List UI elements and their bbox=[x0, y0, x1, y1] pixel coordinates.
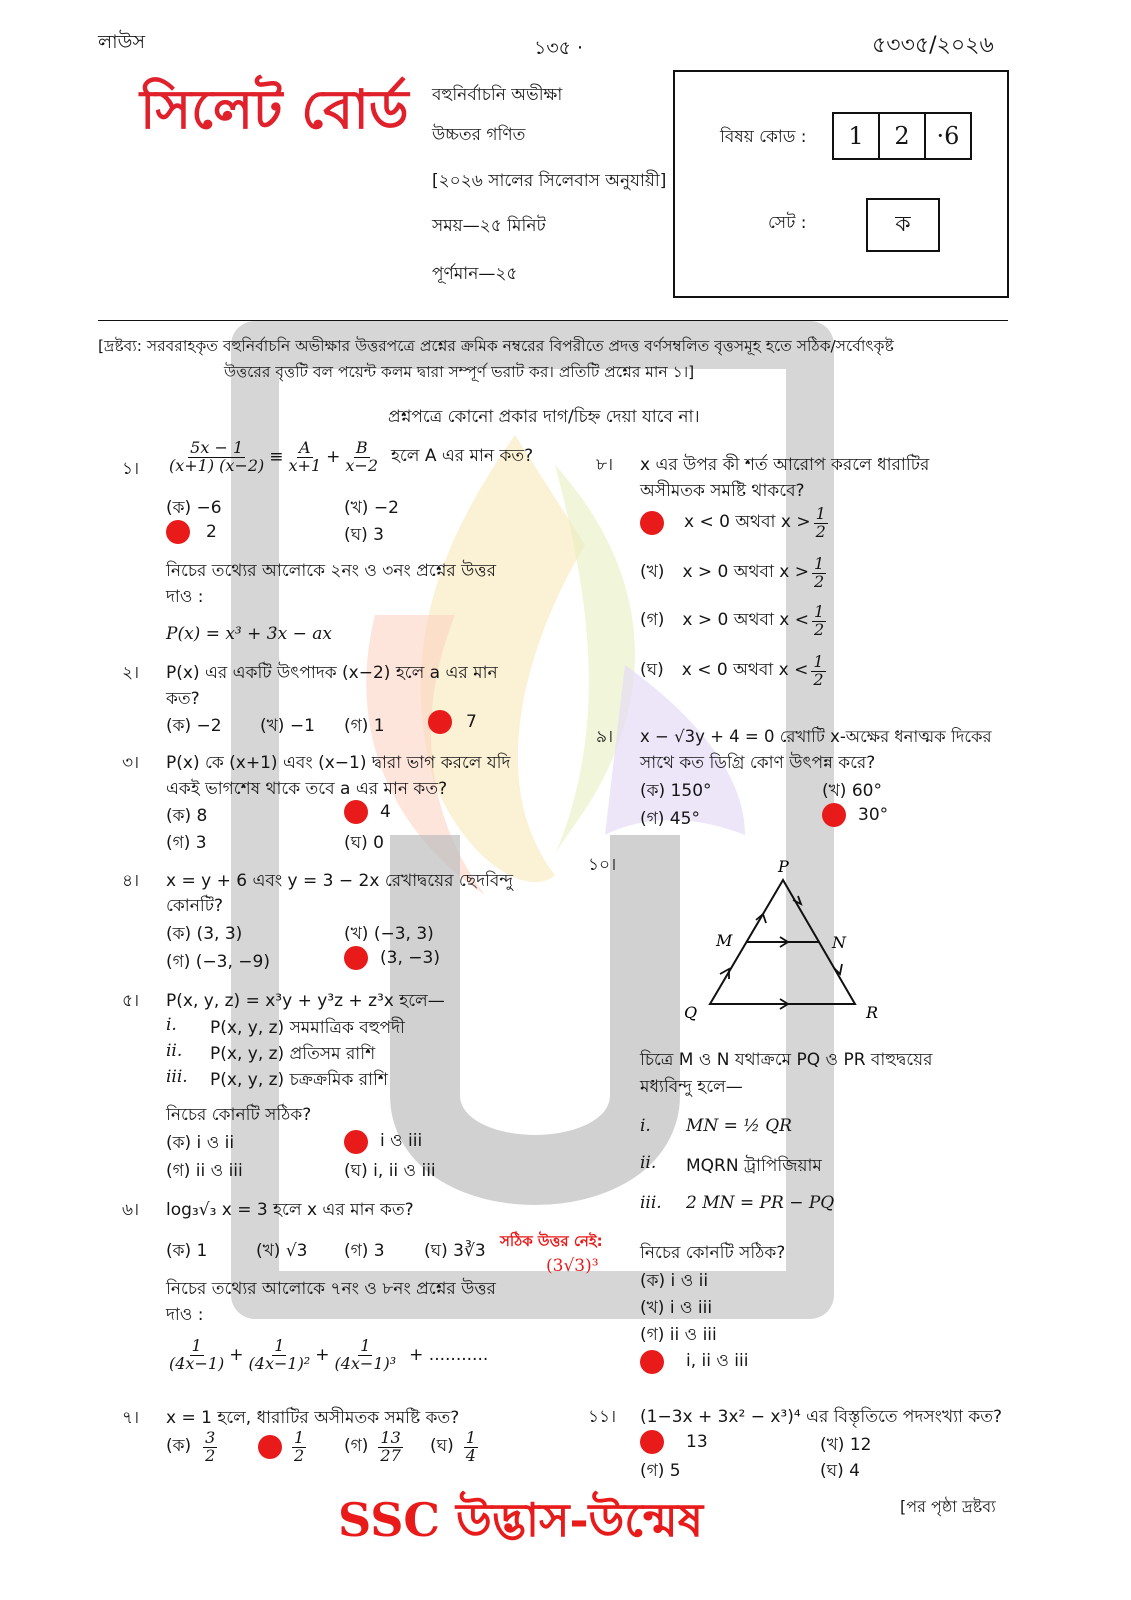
series-term-2 bbox=[247, 1338, 313, 1373]
denominator: 4 bbox=[465, 1445, 476, 1465]
answer-dot bbox=[344, 1130, 368, 1154]
board-title: সিলেট বোর্ড bbox=[140, 78, 409, 141]
q10-option-b[interactable]: (খ) i ও iii bbox=[640, 1298, 713, 1318]
q9-option-d[interactable] bbox=[822, 803, 888, 827]
answer-dot bbox=[640, 1350, 664, 1374]
q9-line-1: x − √3y + 4 = 0 রেখাটি x-অক্ষের ধনাত্মক দিকের bbox=[640, 727, 992, 746]
q8-option-d[interactable] bbox=[640, 654, 829, 689]
code-digit: 2 bbox=[880, 112, 926, 160]
q6-option-d[interactable]: (ঘ) 3∛3 bbox=[424, 1241, 486, 1261]
warning-text: প্রশ্নপত্রে কোনো প্রকার দাগ/চিহ্ন দেয়া যাবে না। bbox=[388, 407, 700, 427]
q11-option-b[interactable]: (খ) 12 bbox=[820, 1435, 872, 1455]
denominator: (4x−1)³ bbox=[334, 1353, 397, 1373]
plus-sign: + bbox=[229, 1345, 244, 1366]
q5-line-1: P(x, y, z) = x³y + y³z + z³x হলে— bbox=[166, 991, 445, 1011]
q8-number: ৮। bbox=[596, 455, 614, 475]
series-term-1 bbox=[167, 1338, 226, 1373]
code-digit: 1 bbox=[832, 112, 880, 160]
option-text: i ও iii bbox=[380, 1131, 423, 1151]
q4-option-b[interactable]: (খ) (−3, 3) bbox=[344, 924, 434, 944]
option-fraction bbox=[292, 1430, 306, 1465]
q2-number: ২। bbox=[122, 663, 140, 683]
option-text: (3, −3) bbox=[380, 948, 440, 968]
info1-formula: P(x) = x³ + 3x − ax bbox=[166, 624, 332, 644]
q4-number: ৪। bbox=[122, 871, 140, 891]
set-label: সেট : bbox=[768, 213, 807, 233]
q10-roman-i: i. bbox=[640, 1116, 651, 1136]
answer-dot bbox=[428, 710, 452, 734]
q3-line-2: একই ভাগশেষ থাকে তবে a এর মান কত? bbox=[166, 779, 448, 799]
answer-dot bbox=[166, 520, 190, 544]
series-term-3 bbox=[332, 1338, 398, 1373]
info1-line-2: দাও : bbox=[166, 587, 204, 607]
q9-line-2: সাথে কত ডিগ্রি কোণ উৎপন্ন করে? bbox=[640, 753, 876, 773]
q8-option-b[interactable] bbox=[640, 556, 829, 591]
vertex-label-q: Q bbox=[684, 1003, 698, 1022]
q11-line-1: (1−3x + 3x² − x³)⁴ এর বিস্তৃতিতে পদসংখ্যা কত? bbox=[640, 1407, 1003, 1427]
numerator: A bbox=[299, 438, 311, 457]
q1-option-d[interactable]: (ঘ) 3 bbox=[344, 525, 384, 545]
numerator: 1 bbox=[815, 504, 826, 523]
option-text: 2 bbox=[206, 522, 217, 542]
option-fraction bbox=[378, 1430, 402, 1465]
q3-number: ৩। bbox=[122, 753, 140, 773]
q2-option-c[interactable]: (গ) 1 bbox=[344, 716, 385, 736]
q5-roman-i: i. bbox=[166, 1015, 177, 1035]
denominator: 2 bbox=[814, 571, 825, 591]
code-panel bbox=[673, 70, 1009, 298]
q10-statement-iii: 2 MN = PR − PQ bbox=[686, 1193, 835, 1213]
option-text: 4 bbox=[380, 802, 391, 822]
q7-option-c[interactable] bbox=[344, 1430, 406, 1465]
q10-roman-ii: ii. bbox=[640, 1153, 657, 1173]
header-code: ৫৩৩৫/২০২৬ bbox=[872, 33, 994, 58]
option-label: (ক) bbox=[166, 1436, 192, 1457]
answer-dot bbox=[258, 1435, 282, 1459]
q4-line-1: x = y + 6 এবং y = 3 − 2x রেখাদ্বয়ের ছেদবিন্দু bbox=[166, 871, 513, 891]
header-left: লাউস bbox=[98, 31, 146, 53]
answer-dot bbox=[344, 800, 368, 824]
denominator: 2 bbox=[813, 669, 824, 689]
q10-number: ১০। bbox=[588, 855, 617, 875]
option-label: (খ) bbox=[640, 562, 665, 583]
q9-option-c[interactable]: (গ) 45° bbox=[640, 809, 700, 829]
numerator: 1 bbox=[191, 1336, 202, 1355]
q1-frac-1 bbox=[167, 440, 266, 475]
q7-option-a[interactable] bbox=[166, 1430, 220, 1465]
answer-dot bbox=[640, 511, 664, 535]
numerator: 1 bbox=[360, 1336, 371, 1355]
q10-option-d[interactable] bbox=[640, 1348, 748, 1376]
numerator: 1 bbox=[294, 1428, 305, 1447]
q4-option-d[interactable] bbox=[344, 946, 440, 970]
q11-option-d[interactable]: (ঘ) 4 bbox=[820, 1461, 860, 1481]
q1-text: হলে A এর মান কত? bbox=[391, 446, 534, 467]
q1-option-b[interactable]: (খ) −2 bbox=[344, 498, 399, 518]
q8-option-a[interactable] bbox=[640, 506, 831, 541]
q8-option-c[interactable] bbox=[640, 604, 829, 639]
vertex-label-m: M bbox=[716, 931, 733, 950]
top-rule bbox=[98, 320, 1008, 321]
numerator: 5x − 1 bbox=[190, 438, 244, 457]
numerator: 3 bbox=[205, 1428, 216, 1447]
option-text: x < 0 অথবা x < bbox=[681, 660, 809, 681]
set-value: ক bbox=[866, 198, 940, 252]
instruction-line-1: [দ্রষ্টব্য: সরবরাহকৃত বহুনির্বাচনি অভীক্ষার উত্তরপত্রে প্রশ্নের ক্রমিক নম্বরের বিপরীতে প্রদত্ত বর্ণসম্বলিত বৃত্তসমূহ হতে সঠিক/সর্বোৎকৃষ্ট bbox=[98, 337, 894, 355]
q4-option-a[interactable]: (ক) (3, 3) bbox=[166, 924, 243, 944]
q11-option-a[interactable] bbox=[640, 1430, 708, 1454]
q10-triangle-figure bbox=[684, 856, 900, 1026]
half-fraction bbox=[811, 654, 825, 689]
option-text: x > 0 অথবা x > bbox=[682, 562, 810, 583]
q5-option-d[interactable]: (ঘ) i, ii ও iii bbox=[344, 1161, 436, 1181]
q10-option-a[interactable]: (ক) i ও ii bbox=[640, 1271, 709, 1291]
q1-option-c[interactable] bbox=[166, 520, 217, 544]
option-text: i, ii ও iii bbox=[686, 1351, 749, 1371]
answer-dot bbox=[640, 1430, 664, 1454]
denominator: 2 bbox=[815, 521, 826, 541]
page-number: ১৩৫ · bbox=[534, 37, 584, 59]
denominator: 2 bbox=[814, 619, 825, 639]
syllabus-note: [২০২৬ সালের সিলেবাস অনুযায়ী] bbox=[432, 171, 667, 191]
q5-option-a[interactable]: (ক) i ও ii bbox=[166, 1133, 235, 1153]
answer-dot bbox=[344, 946, 368, 970]
vertex-label-p: P bbox=[778, 857, 789, 876]
plus-sign: + bbox=[315, 1345, 330, 1366]
denominator: (x+1) (x−2) bbox=[169, 455, 265, 475]
numerator: 1 bbox=[814, 602, 825, 621]
full-marks: পূর্ণমান—২৫ bbox=[432, 264, 518, 284]
q5-statement-ii: P(x, y, z) প্রতিসম রাশি bbox=[210, 1044, 376, 1064]
denominator: 2 bbox=[294, 1445, 305, 1465]
q6-option-b[interactable]: (খ) √3 bbox=[256, 1241, 308, 1261]
q1-stem bbox=[164, 440, 533, 475]
q7-number: ৭। bbox=[122, 1408, 140, 1428]
q5-roman-ii: ii. bbox=[166, 1041, 183, 1061]
q9-option-b[interactable]: (খ) 60° bbox=[822, 781, 882, 801]
option-text: x > 0 অথবা x < bbox=[682, 610, 809, 631]
q10-statement-i: MN = ½ QR bbox=[686, 1116, 792, 1136]
option-label: (ঘ) bbox=[640, 660, 664, 681]
q3-option-d[interactable]: (ঘ) 0 bbox=[344, 833, 384, 853]
q6-number: ৬। bbox=[122, 1200, 140, 1220]
q2-line-2: কত? bbox=[166, 689, 200, 709]
info2-series bbox=[164, 1338, 488, 1373]
denominator: 2 bbox=[205, 1445, 216, 1465]
q10-line-2: মধ্যবিন্দু হলে— bbox=[640, 1077, 743, 1097]
q5-roman-iii: iii. bbox=[166, 1067, 188, 1087]
q6-correction-note: সঠিক উত্তর নেই: bbox=[500, 1232, 603, 1250]
q3-option-a[interactable]: (ক) 8 bbox=[166, 806, 208, 826]
info2-line-1: নিচের তথ্যের আলোকে ৭নং ও ৮নং প্রশ্নের উত্তর bbox=[166, 1279, 496, 1299]
q10-statement-ii: MQRN ট্রাপিজিয়াম bbox=[686, 1156, 822, 1176]
q2-option-b[interactable]: (খ) −1 bbox=[260, 716, 315, 736]
q11-number: ১১। bbox=[588, 1407, 617, 1427]
option-fraction bbox=[203, 1430, 217, 1465]
q8-line-1: x এর উপর কী শর্ত আরোপ করলে ধারাটির bbox=[640, 455, 930, 475]
q2-option-a[interactable]: (ক) −2 bbox=[166, 716, 222, 736]
numerator: 1 bbox=[274, 1336, 285, 1355]
vertex-label-n: N bbox=[832, 933, 846, 952]
q3-option-b[interactable] bbox=[344, 800, 391, 824]
numerator: 1 bbox=[814, 554, 825, 573]
denominator: x−2 bbox=[345, 455, 378, 475]
numerator: 1 bbox=[465, 1428, 476, 1447]
option-label: (গ) bbox=[344, 1436, 369, 1457]
q9-option-a[interactable]: (ক) 150° bbox=[640, 781, 712, 801]
q2-option-d[interactable] bbox=[428, 710, 477, 734]
denominator: x+1 bbox=[288, 455, 322, 475]
numerator: 1 bbox=[813, 652, 824, 671]
exam-type: বহুনির্বাচনি অভীক্ষা bbox=[432, 85, 563, 105]
q1-number: ১। bbox=[122, 459, 140, 479]
option-text: x < 0 অথবা x > bbox=[684, 512, 811, 533]
subject-code-label: বিষয় কোড : bbox=[720, 127, 807, 147]
denominator: (4x−1)² bbox=[248, 1353, 311, 1373]
denominator: 27 bbox=[380, 1445, 401, 1465]
series-tail: + ........... bbox=[409, 1345, 489, 1366]
q5-statement-i: P(x, y, z) সমমাত্রিক বহুপদী bbox=[210, 1018, 405, 1038]
q1-option-a[interactable]: (ক) −6 bbox=[166, 498, 222, 518]
vertex-label-r: R bbox=[866, 1003, 879, 1022]
q10-roman-iii: iii. bbox=[640, 1193, 662, 1213]
exam-time: সময়—২৫ মিনিট bbox=[432, 216, 546, 236]
q6-line-1: log₃√₃ x = 3 হলে x এর মান কত? bbox=[166, 1200, 414, 1220]
q7-option-d[interactable] bbox=[430, 1430, 481, 1465]
option-text: 30° bbox=[858, 805, 889, 825]
q10-option-c[interactable]: (গ) ii ও iii bbox=[640, 1325, 717, 1345]
q11-option-c[interactable]: (গ) 5 bbox=[640, 1461, 681, 1481]
info2-line-2: দাও : bbox=[166, 1305, 204, 1325]
q5-statement-iii: P(x, y, z) চক্রক্রমিক রাশি bbox=[210, 1070, 388, 1090]
option-label: (গ) bbox=[640, 610, 665, 631]
half-fraction bbox=[814, 506, 828, 541]
option-fraction bbox=[464, 1430, 478, 1465]
q5-number: ৫। bbox=[122, 991, 140, 1011]
q5-option-b[interactable] bbox=[344, 1128, 422, 1156]
half-fraction bbox=[812, 556, 826, 591]
numerator: 13 bbox=[380, 1428, 401, 1447]
q2-line-1: P(x) এর একটি উৎপাদক (x−2) হলে a এর মান bbox=[166, 663, 498, 683]
q1-frac-3 bbox=[343, 440, 380, 475]
info1-line-1: নিচের তথ্যের আলোকে ২নং ও ৩নং প্রশ্নের উত্তর bbox=[166, 561, 496, 581]
q5-option-c[interactable]: (গ) ii ও iii bbox=[166, 1161, 243, 1181]
q3-option-c[interactable]: (গ) 3 bbox=[166, 833, 207, 853]
option-text: 7 bbox=[466, 712, 477, 732]
q10-prompt: নিচের কোনটি সঠিক? bbox=[640, 1243, 786, 1263]
option-text: 13 bbox=[686, 1432, 708, 1452]
next-page-note: [পর পৃষ্ঠা দ্রষ্টব্য bbox=[900, 1497, 996, 1516]
q4-line-2: কোনটি? bbox=[166, 896, 224, 916]
footer-brand: SSC উদ্ভাস-উন্মেষ bbox=[338, 1493, 704, 1547]
q6-correction-answer: (3√3)³ bbox=[546, 1256, 599, 1276]
plus-sign: + bbox=[326, 447, 341, 468]
q7-line-1: x = 1 হলে, ধারাটির অসীমতক সমষ্টি কত? bbox=[166, 1408, 460, 1428]
q5-prompt: নিচের কোনটি সঠিক? bbox=[166, 1105, 312, 1125]
numerator: B bbox=[355, 438, 368, 457]
q4-option-c[interactable]: (গ) (−3, −9) bbox=[166, 952, 271, 972]
q6-option-a[interactable]: (ক) 1 bbox=[166, 1241, 208, 1261]
option-label: (ঘ) bbox=[430, 1436, 454, 1457]
q8-line-2: অসীমতক সমষ্টি থাকবে? bbox=[640, 481, 805, 501]
half-fraction bbox=[812, 604, 826, 639]
denominator: (4x−1) bbox=[169, 1353, 225, 1373]
q6-option-c[interactable]: (গ) 3 bbox=[344, 1241, 385, 1261]
equiv-sign: ≡ bbox=[269, 447, 284, 468]
subject-name: উচ্চতর গণিত bbox=[432, 125, 526, 145]
q10-line-1: চিত্রে M ও N যথাক্রমে PQ ও PR বাহুদ্বয়ের bbox=[640, 1050, 933, 1070]
answer-dot bbox=[822, 803, 846, 827]
subject-code-boxes bbox=[832, 112, 972, 160]
instruction-line-2: উত্তরের বৃত্তটি বল পয়েন্ট কলম দ্বারা সম্পূর্ণ ভরাট কর। প্রতিটি প্রশ্নের মান ১।] bbox=[224, 363, 695, 381]
q7-option-b[interactable] bbox=[258, 1430, 309, 1465]
q1-frac-2 bbox=[287, 440, 324, 475]
q9-number: ৯। bbox=[596, 727, 614, 747]
q3-line-1: P(x) কে (x+1) এবং (x−1) দ্বারা ভাগ করলে যদি bbox=[166, 753, 511, 773]
code-digit: ·6 bbox=[926, 112, 972, 160]
